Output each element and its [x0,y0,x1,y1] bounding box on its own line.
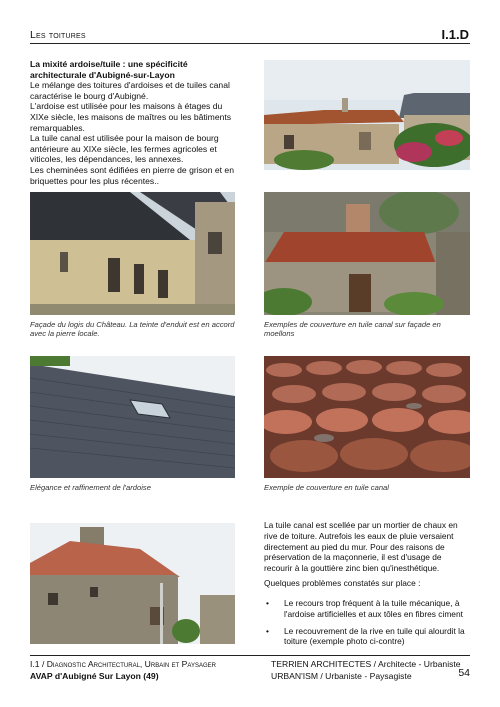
caption-chateau: Façade du logis du Château. La teinte d'enduit est en accord avec la pierre locale. [30,320,235,338]
footer-rule [30,655,470,656]
photo-canal-tile-closeup [264,356,470,478]
caption-ardoise: Elégance et raffinement de l'ardoise [30,483,151,492]
caption-moellons: Exemples de couverture en tuile canal sur façade en moellons [264,320,441,338]
intro-heading: La mixité ardoise/tuile : une spécificité architecturale d'Aubigné-sur-Layon [30,59,188,80]
footer-architects: TERRIEN ARCHITECTES / Architecte - Urbaniste [271,659,461,669]
problem-item: • Le recouvrement de la rive en tuile qui alourdit la toiture (exemple photo ci-contre) [266,625,465,647]
bullet-icon: • [266,598,269,608]
photo-stone-house-verge [30,523,235,644]
intro-paragraph-4: Les cheminées sont édifiées en pierre de grison et en briquettes pour les plus récentes.. [30,164,234,186]
caption-tuile: Exemple de couverture en tuile canal [264,483,389,492]
photo-slate-roof [30,356,235,478]
photo-village-houses [264,60,470,170]
intro-paragraph-1: Le mélange des toitures d'ardoises et de tuiles canal caractérise le bourg d'Aubigné. [30,80,230,101]
intro-paragraph-2: L'ardoise est utilisée pour les maisons à étages du XIXe siècle, les maisons de maîtres ou les bâtiments remarquables. [30,101,232,133]
footer-urbanism: URBAN'ISM / Urbaniste - Paysagiste [271,671,412,681]
photo-tile-roof-moellons [264,192,470,315]
problem-item: • Le recours trop fréquent à la tuile mécanique, à l'ardoise artificielles et aux tôles en fibres ciment [266,598,463,619]
page-number: 54 [458,667,470,679]
footer-avap: AVAP d'Aubigné Sur Layon (49) [30,671,159,681]
body-paragraph: La tuile canal est scellée par un mortier de chaux en rive de toiture. Autrefois les eaux de pluie versaient directement au pied du mur. Pour des raisons de préservation de la maçonnerie, il est d'usage de recourir à la gouttière zinc bien qu'inesthétique. [264,520,458,574]
section-code: I.1.D [441,27,469,42]
intro-block [30,59,242,186]
section-title: Les toitures [30,29,86,41]
intro-paragraph-3: La tuile canal est utilisée pour la maison de bourg antérieure au XIXe siècle, les fermes agricoles et viticoles, les dépendances, les annexes. [30,133,219,165]
bullet-icon: • [266,625,269,636]
problems-list [264,598,470,653]
header-rule [30,43,470,44]
footer-diagnostic: I.1 / Diagnostic Architectural, Urbain et Paysager [30,659,216,669]
problems-title: Quelques problèmes constatés sur place : [264,578,421,588]
photo-chateau-facade [30,192,235,315]
